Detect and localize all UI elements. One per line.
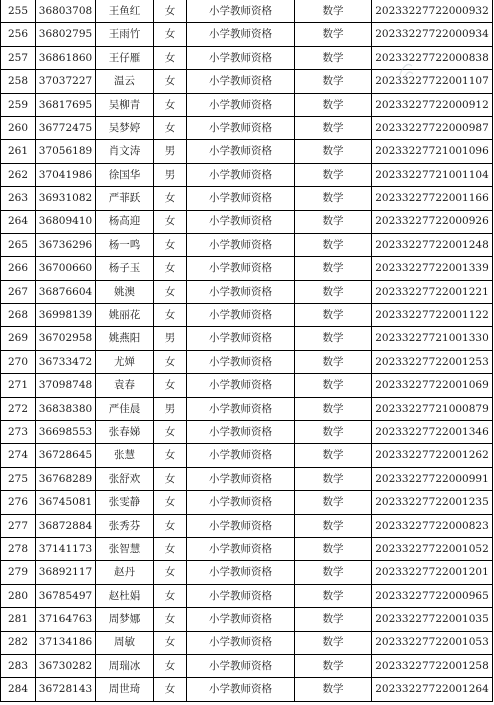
cell-certificate-number: 20233227722000838 bbox=[372, 46, 493, 69]
cell-qualification-type: 小学教师资格 bbox=[187, 608, 295, 631]
cell-sex: 女 bbox=[154, 631, 187, 654]
cell-subject: 数学 bbox=[295, 678, 372, 701]
table-row bbox=[1, 0, 493, 23]
cell-seq: 281 bbox=[1, 608, 36, 631]
cell-subject: 数学 bbox=[295, 140, 372, 163]
cell-subject: 数学 bbox=[295, 608, 372, 631]
cell-certificate-number: 20233227722000932 bbox=[372, 0, 493, 23]
table-row bbox=[1, 70, 493, 93]
cell-name: 徐国华 bbox=[96, 163, 154, 186]
cell-sex: 女 bbox=[154, 444, 187, 467]
cell-subject: 数学 bbox=[295, 491, 372, 514]
cell-certificate-number: 20233227722001107 bbox=[372, 70, 493, 93]
cell-certificate-number: 20233227722000987 bbox=[372, 116, 493, 139]
cell-qualification-type: 小学教师资格 bbox=[187, 163, 295, 186]
cell-subject: 数学 bbox=[295, 537, 372, 560]
cell-seq: 261 bbox=[1, 140, 36, 163]
cell-sex: 女 bbox=[154, 537, 187, 560]
cell-sex: 女 bbox=[154, 0, 187, 23]
cell-seq: 274 bbox=[1, 444, 36, 467]
cell-candidate-id: 36768289 bbox=[36, 467, 96, 490]
table-row bbox=[1, 374, 493, 397]
cell-candidate-id: 37164763 bbox=[36, 608, 96, 631]
cell-qualification-type: 小学教师资格 bbox=[187, 561, 295, 584]
cell-name: 赵杜娟 bbox=[96, 584, 154, 607]
cell-candidate-id: 37037227 bbox=[36, 70, 96, 93]
cell-name: 杨子玉 bbox=[96, 257, 154, 280]
cell-subject: 数学 bbox=[295, 304, 372, 327]
cell-name: 赵丹 bbox=[96, 561, 154, 584]
table-row bbox=[1, 187, 493, 210]
cell-name: 王鱼红 bbox=[96, 0, 154, 23]
cell-seq: 258 bbox=[1, 70, 36, 93]
cell-subject: 数学 bbox=[295, 210, 372, 233]
cell-qualification-type: 小学教师资格 bbox=[187, 631, 295, 654]
cell-subject: 数学 bbox=[295, 654, 372, 677]
cell-sex: 女 bbox=[154, 467, 187, 490]
cell-seq: 255 bbox=[1, 0, 36, 23]
cell-candidate-id: 36785497 bbox=[36, 584, 96, 607]
cell-subject: 数学 bbox=[295, 327, 372, 350]
cell-qualification-type: 小学教师资格 bbox=[187, 23, 295, 46]
cell-sex: 男 bbox=[154, 163, 187, 186]
cell-candidate-id: 36838380 bbox=[36, 397, 96, 420]
table-row bbox=[1, 654, 493, 677]
cell-subject: 数学 bbox=[295, 93, 372, 116]
cell-seq: 257 bbox=[1, 46, 36, 69]
cell-candidate-id: 36728645 bbox=[36, 444, 96, 467]
cell-seq: 280 bbox=[1, 584, 36, 607]
cell-certificate-number: 20233227722001053 bbox=[372, 631, 493, 654]
cell-sex: 女 bbox=[154, 257, 187, 280]
cell-name: 张智慧 bbox=[96, 537, 154, 560]
cell-subject: 数学 bbox=[295, 70, 372, 93]
cell-name: 吴柳青 bbox=[96, 93, 154, 116]
cell-certificate-number: 20233227722001035 bbox=[372, 608, 493, 631]
table-row bbox=[1, 327, 493, 350]
cell-subject: 数学 bbox=[295, 280, 372, 303]
table-row bbox=[1, 631, 493, 654]
cell-sex: 女 bbox=[154, 374, 187, 397]
cell-name: 张慧 bbox=[96, 444, 154, 467]
table-row bbox=[1, 210, 493, 233]
table-row bbox=[1, 561, 493, 584]
cell-certificate-number: 20233227722000926 bbox=[372, 210, 493, 233]
cell-qualification-type: 小学教师资格 bbox=[187, 187, 295, 210]
cell-certificate-number: 20233227722001235 bbox=[372, 491, 493, 514]
cell-qualification-type: 小学教师资格 bbox=[187, 421, 295, 444]
cell-candidate-id: 36817695 bbox=[36, 93, 96, 116]
cell-qualification-type: 小学教师资格 bbox=[187, 304, 295, 327]
cell-certificate-number: 20233227722000991 bbox=[372, 467, 493, 490]
cell-qualification-type: 小学教师资格 bbox=[187, 280, 295, 303]
table-row bbox=[1, 444, 493, 467]
cell-name: 张雯静 bbox=[96, 491, 154, 514]
cell-name: 周敏 bbox=[96, 631, 154, 654]
cell-sex: 女 bbox=[154, 304, 187, 327]
cell-candidate-id: 37141173 bbox=[36, 537, 96, 560]
cell-certificate-number: 20233227722001264 bbox=[372, 678, 493, 701]
cell-subject: 数学 bbox=[295, 0, 372, 23]
cell-seq: 282 bbox=[1, 631, 36, 654]
cell-certificate-number: 20233227722000912 bbox=[372, 93, 493, 116]
cell-name: 袁春 bbox=[96, 374, 154, 397]
cell-seq: 262 bbox=[1, 163, 36, 186]
cell-sex: 男 bbox=[154, 397, 187, 420]
cell-seq: 273 bbox=[1, 421, 36, 444]
cell-candidate-id: 36998139 bbox=[36, 304, 96, 327]
cell-subject: 数学 bbox=[295, 233, 372, 256]
cell-name: 严菲跃 bbox=[96, 187, 154, 210]
cell-certificate-number: 20233227722001166 bbox=[372, 187, 493, 210]
cell-sex: 女 bbox=[154, 514, 187, 537]
cell-sex: 女 bbox=[154, 608, 187, 631]
cell-candidate-id: 36698553 bbox=[36, 421, 96, 444]
cell-seq: 267 bbox=[1, 280, 36, 303]
cell-certificate-number: 20233227722001339 bbox=[372, 257, 493, 280]
cell-subject: 数学 bbox=[295, 514, 372, 537]
cell-certificate-number: 20233227721001330 bbox=[372, 327, 493, 350]
cell-seq: 256 bbox=[1, 23, 36, 46]
table-row bbox=[1, 304, 493, 327]
cell-sex: 女 bbox=[154, 93, 187, 116]
cell-candidate-id: 36809410 bbox=[36, 210, 96, 233]
cell-certificate-number: 20233227722001069 bbox=[372, 374, 493, 397]
table-row bbox=[1, 421, 493, 444]
cell-subject: 数学 bbox=[295, 116, 372, 139]
cell-sex: 女 bbox=[154, 187, 187, 210]
cell-qualification-type: 小学教师资格 bbox=[187, 514, 295, 537]
cell-name: 张春娣 bbox=[96, 421, 154, 444]
cell-name: 张舒欢 bbox=[96, 467, 154, 490]
cell-sex: 男 bbox=[154, 140, 187, 163]
cell-candidate-id: 36803708 bbox=[36, 0, 96, 23]
cell-certificate-number: 20233227722001221 bbox=[372, 280, 493, 303]
cell-certificate-number: 20233227722000934 bbox=[372, 23, 493, 46]
cell-candidate-id: 37056189 bbox=[36, 140, 96, 163]
cell-certificate-number: 20233227722001201 bbox=[372, 561, 493, 584]
cell-seq: 276 bbox=[1, 491, 36, 514]
table-row bbox=[1, 140, 493, 163]
cell-qualification-type: 小学教师资格 bbox=[187, 467, 295, 490]
cell-qualification-type: 小学教师资格 bbox=[187, 257, 295, 280]
cell-subject: 数学 bbox=[295, 163, 372, 186]
cell-sex: 女 bbox=[154, 654, 187, 677]
cell-seq: 271 bbox=[1, 374, 36, 397]
cell-qualification-type: 小学教师资格 bbox=[187, 327, 295, 350]
cell-qualification-type: 小学教师资格 bbox=[187, 678, 295, 701]
cell-qualification-type: 小学教师资格 bbox=[187, 350, 295, 373]
table-row bbox=[1, 233, 493, 256]
cell-candidate-id: 36733472 bbox=[36, 350, 96, 373]
cell-candidate-id: 37134186 bbox=[36, 631, 96, 654]
table-row bbox=[1, 491, 493, 514]
cell-subject: 数学 bbox=[295, 350, 372, 373]
cell-qualification-type: 小学教师资格 bbox=[187, 397, 295, 420]
cell-seq: 263 bbox=[1, 187, 36, 210]
cell-certificate-number: 20233227721001096 bbox=[372, 140, 493, 163]
cell-name: 周瑞冰 bbox=[96, 654, 154, 677]
cell-sex: 女 bbox=[154, 210, 187, 233]
cell-sex: 女 bbox=[154, 678, 187, 701]
cell-sex: 女 bbox=[154, 421, 187, 444]
cell-candidate-id: 36802795 bbox=[36, 23, 96, 46]
cell-subject: 数学 bbox=[295, 257, 372, 280]
cell-certificate-number: 20233227722001262 bbox=[372, 444, 493, 467]
cell-certificate-number: 20233227722001253 bbox=[372, 350, 493, 373]
table-row bbox=[1, 93, 493, 116]
cell-seq: 266 bbox=[1, 257, 36, 280]
cell-name: 王仔雁 bbox=[96, 46, 154, 69]
cell-certificate-number: 20233227722001052 bbox=[372, 537, 493, 560]
cell-name: 杨高迎 bbox=[96, 210, 154, 233]
cell-seq: 259 bbox=[1, 93, 36, 116]
cell-candidate-id: 36772475 bbox=[36, 116, 96, 139]
cell-subject: 数学 bbox=[295, 561, 372, 584]
table-row bbox=[1, 537, 493, 560]
cell-seq: 272 bbox=[1, 397, 36, 420]
cell-name: 姚燕阳 bbox=[96, 327, 154, 350]
cell-candidate-id: 37098748 bbox=[36, 374, 96, 397]
table-row bbox=[1, 514, 493, 537]
cell-candidate-id: 36876604 bbox=[36, 280, 96, 303]
cell-name: 严佳晨 bbox=[96, 397, 154, 420]
cell-name: 张秀芬 bbox=[96, 514, 154, 537]
cell-seq: 283 bbox=[1, 654, 36, 677]
cell-seq: 268 bbox=[1, 304, 36, 327]
cell-qualification-type: 小学教师资格 bbox=[187, 0, 295, 23]
cell-sex: 女 bbox=[154, 350, 187, 373]
cell-seq: 275 bbox=[1, 467, 36, 490]
table-row bbox=[1, 467, 493, 490]
cell-qualification-type: 小学教师资格 bbox=[187, 654, 295, 677]
cell-qualification-type: 小学教师资格 bbox=[187, 116, 295, 139]
table-row bbox=[1, 678, 493, 701]
cell-candidate-id: 36745081 bbox=[36, 491, 96, 514]
cell-qualification-type: 小学教师资格 bbox=[187, 70, 295, 93]
cell-candidate-id: 36728143 bbox=[36, 678, 96, 701]
cell-seq: 270 bbox=[1, 350, 36, 373]
cell-subject: 数学 bbox=[295, 187, 372, 210]
cell-candidate-id: 36861860 bbox=[36, 46, 96, 69]
table-row bbox=[1, 23, 493, 46]
cell-seq: 279 bbox=[1, 561, 36, 584]
cell-sex: 女 bbox=[154, 233, 187, 256]
cell-qualification-type: 小学教师资格 bbox=[187, 210, 295, 233]
roster-body bbox=[1, 0, 493, 701]
cell-name: 尤婵 bbox=[96, 350, 154, 373]
faint-seal-watermark-icon bbox=[396, 60, 416, 82]
cell-qualification-type: 小学教师资格 bbox=[187, 491, 295, 514]
cell-sex: 男 bbox=[154, 327, 187, 350]
cell-seq: 260 bbox=[1, 116, 36, 139]
table-row bbox=[1, 46, 493, 69]
cell-qualification-type: 小学教师资格 bbox=[187, 93, 295, 116]
cell-candidate-id: 36736296 bbox=[36, 233, 96, 256]
cell-certificate-number: 20233227722000823 bbox=[372, 514, 493, 537]
cell-sex: 女 bbox=[154, 561, 187, 584]
table-row bbox=[1, 397, 493, 420]
cell-candidate-id: 36931082 bbox=[36, 187, 96, 210]
cell-name: 温云 bbox=[96, 70, 154, 93]
cell-name: 吴梦婷 bbox=[96, 116, 154, 139]
cell-name: 周梦娜 bbox=[96, 608, 154, 631]
cell-name: 肖文涛 bbox=[96, 140, 154, 163]
cell-certificate-number: 20233227722001122 bbox=[372, 304, 493, 327]
cell-sex: 女 bbox=[154, 46, 187, 69]
table-row bbox=[1, 116, 493, 139]
cell-sex: 女 bbox=[154, 116, 187, 139]
cell-seq: 269 bbox=[1, 327, 36, 350]
cell-certificate-number: 20233227722001258 bbox=[372, 654, 493, 677]
table-row bbox=[1, 257, 493, 280]
cell-candidate-id: 37041986 bbox=[36, 163, 96, 186]
cell-candidate-id: 36702958 bbox=[36, 327, 96, 350]
cell-seq: 278 bbox=[1, 537, 36, 560]
cell-subject: 数学 bbox=[295, 374, 372, 397]
cell-sex: 女 bbox=[154, 491, 187, 514]
cell-name: 周世琦 bbox=[96, 678, 154, 701]
cell-sex: 女 bbox=[154, 280, 187, 303]
cell-qualification-type: 小学教师资格 bbox=[187, 374, 295, 397]
cell-subject: 数学 bbox=[295, 46, 372, 69]
cell-candidate-id: 36730282 bbox=[36, 654, 96, 677]
cell-sex: 女 bbox=[154, 70, 187, 93]
cell-qualification-type: 小学教师资格 bbox=[187, 444, 295, 467]
table-row bbox=[1, 280, 493, 303]
cell-certificate-number: 20233227721001104 bbox=[372, 163, 493, 186]
cell-certificate-number: 20233227721000879 bbox=[372, 397, 493, 420]
cell-subject: 数学 bbox=[295, 631, 372, 654]
cell-candidate-id: 36872884 bbox=[36, 514, 96, 537]
cell-name: 王雨竹 bbox=[96, 23, 154, 46]
cell-name: 杨一鸣 bbox=[96, 233, 154, 256]
cell-subject: 数学 bbox=[295, 23, 372, 46]
cell-qualification-type: 小学教师资格 bbox=[187, 233, 295, 256]
table-row bbox=[1, 584, 493, 607]
cell-certificate-number: 20233227722001248 bbox=[372, 233, 493, 256]
cell-subject: 数学 bbox=[295, 584, 372, 607]
cell-name: 姚丽花 bbox=[96, 304, 154, 327]
cell-seq: 265 bbox=[1, 233, 36, 256]
cell-candidate-id: 36700660 bbox=[36, 257, 96, 280]
cell-seq: 264 bbox=[1, 210, 36, 233]
table-row bbox=[1, 163, 493, 186]
table-row bbox=[1, 350, 493, 373]
cell-sex: 女 bbox=[154, 584, 187, 607]
cell-qualification-type: 小学教师资格 bbox=[187, 584, 295, 607]
table-row bbox=[1, 608, 493, 631]
cell-name: 姚澳 bbox=[96, 280, 154, 303]
cell-subject: 数学 bbox=[295, 397, 372, 420]
cell-subject: 数学 bbox=[295, 444, 372, 467]
cell-sex: 女 bbox=[154, 23, 187, 46]
cell-candidate-id: 36892117 bbox=[36, 561, 96, 584]
cell-qualification-type: 小学教师资格 bbox=[187, 537, 295, 560]
cell-subject: 数学 bbox=[295, 421, 372, 444]
cell-qualification-type: 小学教师资格 bbox=[187, 46, 295, 69]
cell-seq: 284 bbox=[1, 678, 36, 701]
cell-certificate-number: 20233227722000965 bbox=[372, 584, 493, 607]
cell-seq: 277 bbox=[1, 514, 36, 537]
cell-certificate-number: 20233227722001346 bbox=[372, 421, 493, 444]
cell-subject: 数学 bbox=[295, 467, 372, 490]
cell-qualification-type: 小学教师资格 bbox=[187, 140, 295, 163]
